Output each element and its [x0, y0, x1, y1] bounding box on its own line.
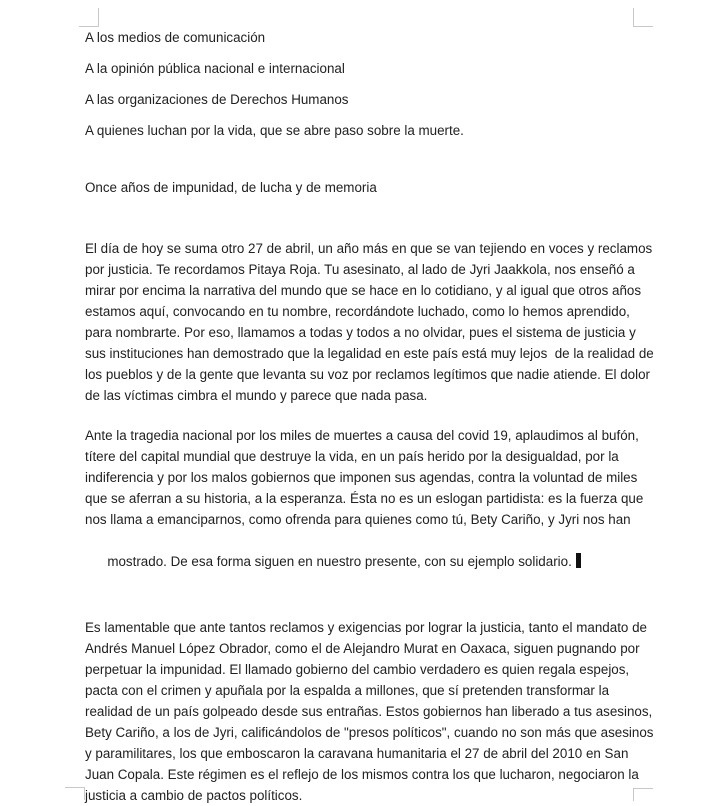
- text-line: Bety Cariño, a los de Jyri, calificándolos de "presos políticos", cuando no son más que asesinos: [85, 725, 654, 740]
- text-line: que se aferran a su historia, a la esperanza. Ésta no es un eslogan partidista: es la fuerza que: [85, 491, 644, 506]
- text-line: perpetuar la impunidad. El llamado gobierno del cambio verdadero es quien regala espejos,: [85, 662, 630, 677]
- text-line: y paramilitares, los que emboscaron la caravana humanitaria el 27 de abril del 2010 en San: [85, 746, 629, 761]
- text-line: nos llama a emanciparnos, como ofrenda para quienes como tú, Bety Cariño, y Jyri nos han: [85, 512, 631, 527]
- text-line: Andrés Manuel López Obrador, como el de Alejandro Murat en Oaxaca, siguen pugnando por: [85, 641, 640, 656]
- paragraph: [85, 238, 654, 406]
- text-line: Es lamentable que ante tantos reclamos y exigencias por lograr la justicia, tanto el mandato de: [85, 620, 647, 635]
- text-line: justicia a cambio de pactos políticos.: [85, 788, 303, 803]
- text-line: mirar por encima la narrativa del mundo que se hace en lo cotidiano, y al igual que otros años: [85, 283, 642, 298]
- text-line: títere del capital mundial que destruye la vida, en un país herido por la desigualdad, por la: [85, 449, 619, 464]
- text-line: para nombrarte. Por eso, llamamos a todas y todos a no olvidar, pues el sistema de justicia y: [85, 325, 636, 340]
- text-line: sus instituciones han demostrado que la legalidad en este país está muy lejos de la realidad de: [85, 346, 654, 361]
- paragraph: [85, 617, 654, 806]
- text-line: por justicia. Te recordamos Pitaya Roja. Tu asesinato, al lado de Jyri Jaakkola, nos enseñó a: [85, 262, 635, 277]
- text-line: realidad de un país golpeado desde sus entrañas. Estos gobiernos han liberado a tus asesinos,: [85, 704, 653, 719]
- paragraph: [85, 425, 654, 593]
- text-line: de las víctimas cimbra el mundo y parece que nada pasa.: [85, 388, 428, 403]
- text-cursor: [576, 553, 581, 568]
- text-line: [85, 530, 654, 593]
- salutation-line: A los medios de comunicación: [85, 30, 266, 45]
- salutation-line: A las organizaciones de Derechos Humanos: [85, 92, 349, 107]
- text-line: Ante la tragedia nacional por los miles de muertes a causa del covid 19, aplaudimos al bufón,: [85, 428, 639, 443]
- text-line: Juan Copala. Este régimen es el reflejo de los mismos contra los que lucharon, negociaron la: [85, 767, 639, 782]
- text-line: pacta con el crimen y apuñala por la espalda a millones, que sí pretenden transformar la: [85, 683, 610, 698]
- page-corner-mark-bottom-left: [65, 787, 85, 800]
- text-line: los pueblos y de la gente que levanta su voz por reclamos legítimos que nadie atiende. El dolor: [85, 367, 650, 382]
- salutation-line: A quienes luchan por la vida, que se abre paso sobre la muerte.: [85, 123, 464, 138]
- text-line-content: mostrado. De esa forma siguen en nuestro presente, con su ejemplo solidario.: [107, 554, 576, 569]
- text-line: estamos aquí, convocando en tu nombre, recordándote luchado, como lo hemos aprendido,: [85, 304, 630, 319]
- text-line: El día de hoy se suma otro 27 de abril, un año más en que se van tejiendo en voces y reclamos: [85, 241, 653, 256]
- text-line: indiferencia y por los malos gobiernos que imponen sus agendas, contra la voluntad de miles: [85, 470, 638, 485]
- document-text-area[interactable]: [85, 0, 654, 806]
- salutation-line: A la opinión pública nacional e internacional: [85, 61, 345, 76]
- document-title: Once años de impunidad, de lucha y de memoria: [85, 180, 377, 195]
